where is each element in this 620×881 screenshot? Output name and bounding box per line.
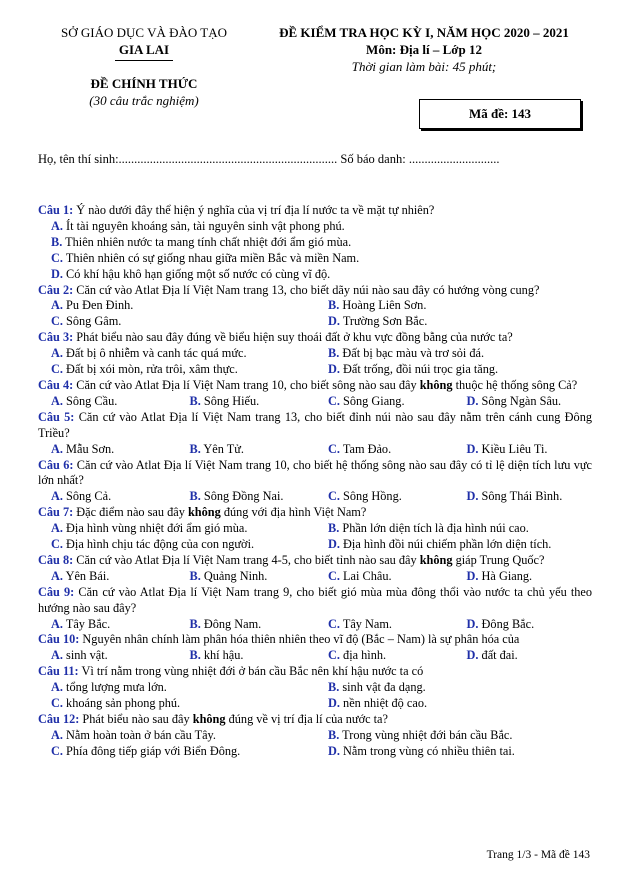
answer-option[interactable] (315, 617, 454, 633)
option-key: C. (328, 489, 340, 504)
answer-option[interactable] (315, 442, 454, 458)
answer-option[interactable] (315, 728, 592, 744)
exam-code-box (419, 99, 581, 129)
answer-option[interactable] (315, 537, 592, 553)
answer-options (38, 680, 592, 712)
option-text: địa hình. (343, 648, 387, 663)
question-text: Ý nào dưới đây thể hiện ý nghĩa của vị trí địa lí nước ta về mặt tự nhiên? (76, 203, 435, 217)
question-label: Câu 6: (38, 457, 74, 472)
option-key: C. (51, 314, 63, 329)
option-text: Kiều Liêu Ti. (481, 441, 548, 456)
answer-options (38, 648, 592, 664)
option-key: B. (328, 298, 340, 313)
page-footer: Trang 1/3 - Mã đề 143 (486, 849, 590, 861)
question-9 (38, 585, 592, 633)
option-key: B. (189, 441, 201, 456)
question-stem (38, 283, 592, 299)
question-text: Phát biểu nào sau đây đúng về biểu hiện suy thoái đất ở khu vực đồng bằng của nước ta? (76, 330, 513, 345)
option-text: Đất bị ô nhiễm và canh tác quá mức. (66, 346, 247, 361)
option-text: Phần lớn diện tích là địa hình núi cao. (342, 521, 529, 536)
option-key: A. (51, 727, 63, 742)
answer-option[interactable] (38, 617, 177, 633)
answer-options (38, 298, 592, 330)
answer-option[interactable] (315, 569, 454, 585)
option-text: Có khí hậu khô hạn giống một số nước có cùng vĩ độ. (66, 266, 331, 281)
question-10 (38, 632, 592, 664)
question-label: Câu 1: (38, 203, 74, 217)
answer-option[interactable] (454, 489, 593, 505)
option-key: A. (51, 218, 63, 233)
answer-option[interactable] (38, 219, 592, 235)
answer-option[interactable] (38, 298, 315, 314)
question-text: Căn cứ vào Atlat Địa lí Việt Nam trang 10, cho biết hệ thống sông nào sau đây có tỉ lệ diện tích lưu vực lớn nhất? (38, 457, 593, 488)
question-6 (38, 458, 592, 506)
time-line: Thời gian làm bài: 45 phút; (351, 59, 497, 74)
option-key: A. (51, 521, 63, 536)
answer-options (38, 219, 592, 283)
answer-option[interactable] (315, 346, 592, 362)
question-5 (38, 410, 592, 458)
option-key: B. (328, 521, 340, 536)
question-label: Câu 10: (38, 632, 80, 647)
answer-option[interactable] (38, 569, 177, 585)
header-rule (115, 60, 173, 61)
option-key: C. (328, 616, 340, 631)
option-text: Nằm trong vùng có nhiều thiên tai. (343, 743, 515, 758)
option-text: Đông Nam. (203, 616, 262, 631)
option-text: Địa hình đồi núi chiếm phần lớn diện tích. (343, 537, 552, 552)
option-text: Sông Thái Bình. (481, 489, 563, 504)
province-name: GIA LAI (118, 42, 170, 57)
question-text: Căn cứ vào Atlat Địa lí Việt Nam trang 10, cho biết sông nào sau đây không thuộc hệ thống sông Cả? (76, 377, 578, 392)
option-text: Địa hình chịu tác động của con người. (66, 537, 255, 552)
option-key: A. (51, 489, 63, 504)
option-key: B. (189, 568, 201, 583)
option-text: Thiên nhiên nước ta mang tính chất nhiệt đới ẩm gió mùa. (65, 234, 352, 249)
option-key: B. (328, 346, 340, 361)
answer-options (38, 394, 592, 410)
answer-option[interactable] (177, 617, 316, 633)
answer-option[interactable] (38, 251, 592, 267)
question-text: Căn cứ vào Atlat Địa lí Việt Nam trang 13, cho biết đỉnh núi nào sau đây nằm trên cánh cung Đông Triều? (38, 409, 593, 440)
option-key: C. (51, 537, 63, 552)
question-2 (38, 283, 592, 331)
subject-line: Môn: Địa lí – Lớp 12 (366, 42, 482, 57)
option-text: Mẫu Sơn. (66, 441, 115, 456)
option-text: Sông Hồng. (343, 489, 402, 504)
option-key: C. (328, 393, 340, 408)
answer-options (38, 617, 592, 633)
option-key: B. (189, 489, 201, 504)
option-key: A. (51, 568, 63, 583)
option-text: sinh vật đa dạng. (342, 680, 426, 695)
answer-option[interactable] (315, 744, 592, 760)
option-key: C. (51, 362, 63, 377)
answer-options (38, 569, 592, 585)
answer-option[interactable] (454, 394, 593, 410)
option-key: D. (466, 489, 479, 504)
question-count: (30 câu trắc nghiệm) (89, 93, 199, 108)
answer-option[interactable] (38, 728, 315, 744)
option-text: Pu Đen Đinh. (66, 298, 134, 313)
option-key: D. (466, 616, 479, 631)
option-key: C. (51, 696, 63, 711)
option-text: đất đai. (481, 648, 518, 663)
option-text: Sông Giang. (343, 393, 405, 408)
question-stem (38, 664, 592, 680)
option-key: A. (51, 680, 63, 695)
option-text: Tam Đảo. (342, 441, 392, 456)
header-left (38, 24, 250, 109)
option-text: Đất bị bạc màu và trơ sỏi đá. (342, 346, 485, 361)
answer-option[interactable] (454, 648, 593, 664)
option-key: D. (466, 441, 479, 456)
option-text: Trường Sơn Bắc. (342, 314, 428, 329)
option-key: C. (328, 568, 340, 583)
answer-option[interactable] (38, 648, 177, 664)
option-text: Sông Hiếu. (203, 393, 260, 408)
question-4 (38, 378, 592, 410)
option-text: khoáng sản phong phú. (66, 696, 181, 711)
answer-options (38, 346, 592, 378)
question-stem (38, 585, 592, 617)
answer-option[interactable] (38, 394, 177, 410)
question-label: Câu 12: (38, 712, 80, 726)
option-key: D. (328, 537, 340, 552)
answer-option[interactable] (454, 442, 593, 458)
option-text: nền nhiệt độ cao. (343, 696, 428, 711)
answer-option[interactable] (315, 298, 592, 314)
option-text: Sông Gâm. (66, 314, 122, 329)
answer-option[interactable] (38, 489, 177, 505)
question-stem (38, 505, 592, 521)
question-stem (38, 553, 592, 569)
option-key: C. (51, 743, 63, 758)
option-key: A. (51, 393, 63, 408)
option-key: B. (51, 234, 63, 249)
answer-options (38, 728, 592, 760)
question-text: Phát biểu nào sau đây không đúng về vị trí địa lí của nước ta? (82, 712, 388, 726)
question-1 (38, 203, 592, 283)
option-text: Đất bị xói mòn, rửa trôi, xâm thực. (66, 362, 238, 377)
question-label: Câu 4: (38, 377, 74, 392)
question-label: Câu 8: (38, 552, 74, 567)
option-key: D. (51, 266, 63, 281)
question-text: Căn cứ vào Atlat Địa lí Việt Nam trang 4-5, cho biết tỉnh nào sau đây không giáp Trung Quốc? (76, 552, 545, 567)
question-8 (38, 553, 592, 585)
option-key: D. (466, 648, 479, 663)
answer-option[interactable] (38, 267, 592, 283)
option-text: Hà Giang. (481, 568, 533, 583)
option-text: Đông Bắc. (481, 616, 535, 631)
option-text: Sông Ngàn Sâu. (481, 393, 562, 408)
question-text: Đặc điểm nào sau đây không đúng với địa hình Việt Nam? (76, 505, 367, 520)
answer-option[interactable] (454, 617, 593, 633)
answer-option[interactable] (38, 696, 315, 712)
option-key: C. (328, 648, 340, 663)
question-stem (38, 378, 592, 394)
question-label: Câu 3: (38, 330, 74, 345)
answer-option[interactable] (315, 696, 592, 712)
answer-option[interactable] (177, 648, 316, 664)
option-key: A. (51, 346, 63, 361)
question-11 (38, 664, 592, 712)
option-key: D. (466, 393, 479, 408)
answer-option[interactable] (38, 680, 315, 696)
option-text: Tây Bắc. (65, 616, 111, 631)
option-text: Địa hình vùng nhiệt đới ẩm gió mùa. (66, 521, 248, 536)
question-stem (38, 410, 592, 442)
option-text: Quảng Ninh. (203, 568, 268, 583)
question-text: Nguyên nhân chính làm phân hóa thiên nhiên theo vĩ độ (Bắc – Nam) là sự phân hóa của (82, 632, 520, 647)
answer-option[interactable] (454, 569, 593, 585)
answer-option[interactable] (38, 346, 315, 362)
option-text: Phía đông tiếp giáp với Biển Đông. (66, 743, 241, 758)
question-stem (38, 458, 592, 490)
option-key: D. (328, 743, 340, 758)
question-list (38, 203, 592, 760)
option-key: B. (189, 648, 201, 663)
option-text: Lai Châu. (343, 568, 392, 583)
question-text: Vì trí nằm trong vùng nhiệt đới ở bán cầu Bắc nên khí hậu nước ta có (81, 664, 424, 679)
answer-option[interactable] (177, 394, 316, 410)
option-key: B. (189, 393, 201, 408)
answer-option[interactable] (38, 442, 177, 458)
option-key: B. (189, 616, 201, 631)
question-7 (38, 505, 592, 553)
question-3 (38, 330, 592, 378)
option-text: Tây Nam. (342, 616, 392, 631)
option-text: Sông Đồng Nai. (203, 489, 284, 504)
answer-options (38, 442, 592, 458)
option-text: Sông Cả. (66, 489, 112, 504)
question-label: Câu 7: (38, 505, 74, 520)
exam-title: ĐỀ KIỂM TRA HỌC KỲ I, NĂM HỌC 2020 – 2021 (279, 25, 569, 40)
question-label: Câu 9: (38, 584, 75, 599)
answer-option[interactable] (38, 537, 315, 553)
question-12 (38, 712, 592, 760)
answer-option[interactable] (315, 521, 592, 537)
answer-option[interactable] (315, 648, 454, 664)
option-text: Thiên nhiên có sự giống nhau giữa miền Bắc và miền Nam. (65, 250, 360, 265)
answer-option[interactable] (177, 442, 316, 458)
question-label: Câu 2: (38, 282, 74, 297)
option-key: A. (51, 441, 63, 456)
question-stem (38, 203, 592, 219)
option-key: C. (328, 441, 340, 456)
option-key: D. (466, 568, 479, 583)
option-text: Đất trống, đồi núi trọc gia tăng. (343, 362, 499, 377)
option-text: Sông Cầu. (66, 393, 118, 408)
option-text: tổng lượng mưa lớn. (66, 680, 167, 695)
option-key: D. (328, 696, 340, 711)
answer-options (38, 521, 592, 553)
question-text: Căn cứ vào Atlat Địa lí Việt Nam trang 13, cho biết dãy núi nào sau đây có hướng vòng cung? (76, 282, 540, 297)
option-key: A. (51, 298, 63, 313)
question-label: Câu 11: (38, 664, 79, 679)
option-key: D. (328, 362, 340, 377)
option-text: Trong vùng nhiệt đới bán cầu Bắc. (342, 727, 513, 742)
answer-option[interactable] (38, 314, 315, 330)
option-key: A. (51, 648, 63, 663)
official-label: ĐỀ CHÍNH THỨC (90, 76, 198, 91)
question-stem (38, 330, 592, 346)
option-key: C. (51, 250, 63, 265)
answer-option[interactable] (177, 569, 316, 585)
answer-option[interactable] (315, 680, 592, 696)
option-text: Nằm hoàn toàn ở bán cầu Tây. (66, 727, 216, 742)
answer-option[interactable] (38, 235, 592, 251)
option-text: Ít tài nguyên khoáng sản, tài nguyên sinh vật phong phú. (66, 218, 345, 233)
option-key: A. (51, 616, 63, 631)
option-text: Hoàng Liên Sơn. (342, 298, 427, 313)
answer-option[interactable] (315, 314, 592, 330)
answer-options (38, 489, 592, 505)
answer-option[interactable] (315, 394, 454, 410)
option-key: D. (328, 314, 340, 329)
dept-name: SỞ GIÁO DỤC VÀ ĐÀO TẠO (61, 25, 227, 40)
option-text: Yên Bái. (65, 568, 110, 583)
option-key: B. (328, 680, 340, 695)
exam-code: Mã đề: 143 (468, 106, 532, 121)
answer-option[interactable] (38, 521, 315, 537)
question-stem (38, 712, 592, 728)
answer-option[interactable] (177, 489, 316, 505)
question-stem (38, 632, 592, 648)
answer-option[interactable] (38, 744, 315, 760)
header-right (254, 24, 594, 75)
option-text: khí hậu. (203, 648, 244, 663)
answer-option[interactable] (315, 362, 592, 378)
option-key: B. (328, 727, 340, 742)
answer-option[interactable] (315, 489, 454, 505)
question-label: Câu 5: (38, 409, 75, 424)
option-text: sinh vật. (66, 648, 108, 663)
answer-option[interactable] (38, 362, 315, 378)
question-text: Căn cứ vào Atlat Địa lí Việt Nam trang 9, cho biết gió mùa mùa đông thổi vào nước ta chủ yếu theo hướng nào sau đây? (38, 584, 593, 615)
candidate-info-line: Họ, tên thí sinh:...................................................................... Số báo danh: ............................. (38, 152, 500, 166)
option-text: Yên Tử. (203, 441, 244, 456)
